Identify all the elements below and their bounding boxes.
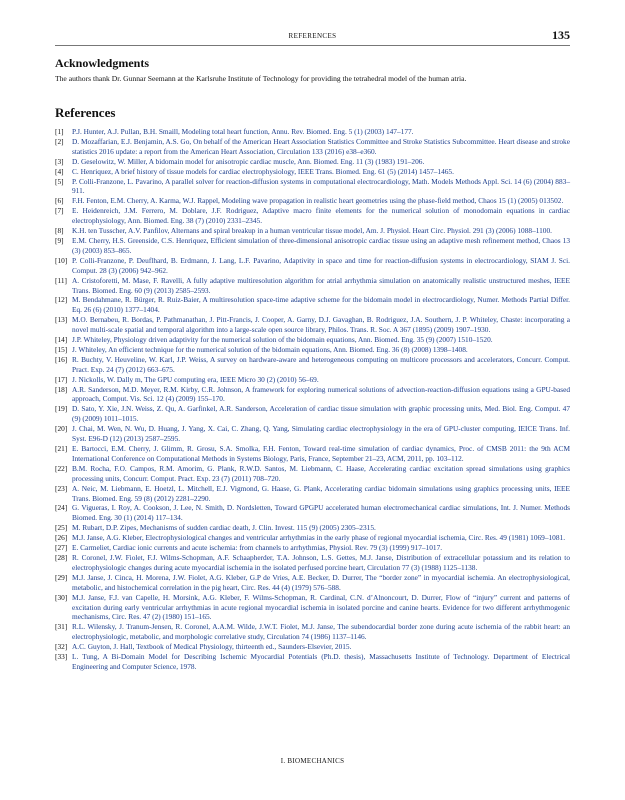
reference-link[interactable]: E. Bartocci, E.M. Cherry, J. Glimm, R. Grosu, S.A. Smolka, F.H. Fenton, Toward real-time simulation of cardiac dynamics, Proc. of CMSB 2011: the 9th ACM International Conference on Computational Methods in Systems Biology, Paris, France, September 21–23, ACM, 2011, pp. 103–112.	[72, 444, 570, 463]
reference-item	[55, 593, 570, 623]
reference-link[interactable]: M.J. Janse, F.J. van Capelle, H. Morsink, A.G. Kleber, F. Wilms-Schopman, R. Cardinal, C.N. d’Alnoncourt, D. Durrer, Flow of “injury” current and patterns of excitation during early ventricular arrhythmias in acute regional myocardial ischemia in isolated porcine and canine hearts. Evidence for two different arrhythmogenic mechanisms, Circ. Res. 47 (2) (1980) 151–165.	[72, 592, 570, 622]
reference-number: [11]	[55, 275, 67, 285]
acknowledgments-heading: Acknowledgments	[55, 56, 150, 70]
reference-link[interactable]: P. Colli-Franzone, P. Deuflhard, B. Erdmann, J. Lang, L.F. Pavarino, Adaptivity in space and time for reaction-diffusion systems in electrocardiology, SIAM J. Sci. Comput. 28 (3) (2006) 942–962.	[72, 255, 570, 275]
reference-link[interactable]: J. Whiteley, An efficient technique for the numerical solution of the bidomain equations, Ann. Biomed. Eng. 36 (8) (2008) 1398–1408.	[72, 344, 468, 354]
reference-link[interactable]: E. Carmeliet, Cardiac ionic currents and acute ischemia: from channels to arrhythmias, Physiol. Rev. 79 (3) (1999) 917–1017.	[72, 543, 443, 553]
reference-item	[55, 543, 570, 553]
reference-item	[55, 622, 570, 642]
reference-link[interactable]: R. Buchty, V. Heuveline, W. Karl, J.P. Weiss, A survey on hardware-aware and heterogeneous computing on multicore processors and accelerators, Concurr. Comput. Pract. Exp. 24 (7) (2012) 663–675.	[72, 354, 570, 374]
reference-number: [20]	[55, 424, 68, 434]
reference-link[interactable]: A. Cristoforetti, M. Mase, F. Ravelli, A fully adaptive multiresolution algorithm for atrial arrhythmia simulation on anatomically realistic unstructured meshes, IEEE Trans. Biomed. Eng. 60 (9) (2013) 2585–2593.	[72, 275, 570, 295]
reference-item	[55, 167, 570, 177]
reference-item	[55, 345, 570, 355]
reference-number: [8]	[55, 226, 64, 236]
reference-item	[55, 127, 570, 137]
reference-link[interactable]: P.J. Hunter, A.J. Pullan, B.H. Smaill, Modeling total heart function, Annu. Rev. Biomed. Eng. 5 (1) (2003) 147–177.	[72, 127, 414, 136]
reference-number: [23]	[55, 483, 68, 493]
reference-item	[55, 157, 570, 167]
reference-link[interactable]: M.J. Janse, A.G. Kleber, Electrophysiological changes and ventricular arrhythmias in the early phase of regional myocardial ischemia, Circ. Res. 49 (1981) 1069–1081.	[72, 533, 566, 543]
reference-link[interactable]: M. Bendahmane, R. Bürger, R. Ruiz-Baier, A multiresolution space-time adaptive scheme for the bidomain model in electrocardiology, Numer. Methods Partial Differ. Eq. 26 (6) (2010) 1377–1404.	[72, 295, 570, 315]
reference-number: [31]	[55, 622, 68, 632]
reference-link[interactable]: B.M. Rocha, F.O. Campos, R.M. Amorim, G. Plank, R.W.D. Santos, M. Liebmann, C. Haase, Accelerating cardiac excitation spread simulations using graphics processing units, Concurr. Comput. Pract. Exp. 23 (7) (2011) 708–720.	[72, 463, 570, 483]
reference-item	[55, 553, 570, 573]
reference-link[interactable]: M. Rubart, D.P. Zipes, Mechanisms of sudden cardiac death, J. Clin. Invest. 115 (9) (2005) 2305–2315.	[72, 523, 376, 533]
reference-link[interactable]: M.O. Bernabeu, R. Bordas, P. Pathmanathan, J. Pitt-Francis, J. Cooper, A. Garny, D.J. Gavaghan, B. Rodriguez, J.A. Southern, J. P. Whiteley, Chaste: incorporating a novel multi-scale spatial and temporal algorithm into a large-scale open source library, Philos. Trans. R. Soc. A 367 (1895) (2009) 1907–1930.	[72, 315, 570, 335]
reference-number: [2]	[55, 136, 64, 146]
reference-number: [4]	[55, 166, 64, 176]
reference-number: [27]	[55, 543, 68, 553]
reference-item	[55, 385, 570, 405]
references-heading: References	[55, 105, 116, 120]
reference-number: [12]	[55, 295, 68, 305]
reference-link[interactable]: D. Sato, Y. Xie, J.N. Weiss, Z. Qu, A. Garfinkel, A.R. Sanderson, Acceleration of cardiac tissue simulation with graphic processing units, Med. Biol. Eng. Comput. 47 (9) (2009) 1011–1015.	[72, 404, 570, 424]
reference-item	[55, 652, 570, 672]
reference-item	[55, 375, 570, 385]
reference-number: [14]	[55, 335, 68, 345]
reference-number: [5]	[55, 176, 64, 186]
reference-number: [19]	[55, 404, 68, 414]
reference-link[interactable]: D. Mozaffarian, E.J. Benjamin, A.S. Go, On behalf of the American Heart Association Statistics Committee and Stroke Statistics Subcommittee. Heart disease and stroke statistics 2016 update: a report from the American Heart Association, Circulation 133 (2016) e38–e360.	[72, 136, 570, 156]
reference-item	[55, 276, 570, 296]
reference-number: [3]	[55, 156, 64, 166]
reference-number: [6]	[55, 196, 64, 206]
reference-link[interactable]: J. Chai, M. Wen, N. Wu, D. Huang, J. Yang, X. Cai, C. Zhang, Q. Yang, Simulating cardiac electrophysiology in the era of GPU-cluster computing, IEICE Trans. Inf. Syst. E96-D (12) (2013) 2587–2595.	[72, 424, 570, 444]
reference-item	[55, 206, 570, 226]
reference-item	[55, 355, 570, 375]
reference-link[interactable]: J.P. Whiteley, Physiology driven adaptivity for the numerical solution of the bidomain equations, Ann. Biomed. Eng. 35 (9) (2007) 1510–1520.	[72, 335, 493, 345]
reference-item	[55, 236, 570, 256]
reference-number: [22]	[55, 463, 68, 473]
reference-number: [15]	[55, 344, 68, 354]
reference-number: [16]	[55, 354, 68, 364]
reference-number: [33]	[55, 652, 68, 662]
reference-number: [30]	[55, 592, 68, 602]
reference-link[interactable]: M.J. Janse, J. Cinca, H. Morena, J.W. Fiolet, A.G. Kleber, G.P de Vries, A.E. Becker, D. Durrer, The “border zone” in myocardial ischemia. An electrophysiological, metabolic, and histochemical correlation in the pig heart, Circ. Res. 44 (4) (1979) 576–588.	[72, 572, 570, 592]
reference-item	[55, 642, 570, 652]
reference-number: [9]	[55, 235, 64, 245]
reference-item	[55, 226, 570, 236]
footer-section-name: I. BIOMECHANICS	[280, 757, 345, 765]
reference-item	[55, 335, 570, 345]
reference-number: [17]	[55, 374, 68, 384]
reference-item	[55, 177, 570, 197]
reference-item	[55, 424, 570, 444]
reference-item	[55, 464, 570, 484]
reference-link[interactable]: C. Henriquez, A brief history of tissue models for cardiac electrophysiology, IEEE Trans. Biomed. Eng. 61 (5) (2014) 1457–1465.	[72, 166, 454, 176]
reference-item	[55, 503, 570, 523]
reference-number: [18]	[55, 384, 68, 394]
page-number: 135	[552, 28, 570, 42]
reference-item	[55, 137, 570, 157]
reference-number: [1]	[55, 127, 64, 136]
reference-number: [7]	[55, 206, 64, 216]
reference-number: [13]	[55, 315, 68, 325]
reference-item	[55, 533, 570, 543]
reference-link[interactable]: E. Heidenreich, J.M. Ferrero, M. Doblare, J.F. Rodriguez, Adaptive macro finite elements for the numerical solution of monodomain equations in cardiac electrophysiology, Ann. Biomed. Eng. 38 (7) (2010) 2331–2345.	[72, 206, 570, 226]
reference-link[interactable]: K.H. ten Tusscher, A.V. Panfilov, Alternans and spiral breakup in a human ventricular tissue model, Am. J. Physiol. Heart Circ. Physiol. 291 (3) (2006) 1088–1100.	[72, 226, 552, 236]
reference-link[interactable]: L. Tung, A Bi-Domain Model for Describing Ischemic Myocardial Potentials (Ph.D. thesis), Massachusetts Institute of Technology. Department of Electrical Engineering and Computer Science, 1978.	[72, 652, 570, 671]
reference-item	[55, 196, 570, 206]
reference-link[interactable]: A.R. Sanderson, M.D. Meyer, R.M. Kirby, C.R. Johnson, A framework for exploring numerical solutions of advection-reaction-diffusion equations using a GPU-based approach, Comput. Vis. Sci. 12 (4) (2009) 155–170.	[72, 384, 570, 404]
reference-list	[55, 127, 570, 672]
reference-link[interactable]: P. Colli-Franzone, L. Pavarino, A parallel solver for reaction-diffusion systems in computational electrocardiology, Math. Models Methods Appl. Sci. 14 (6) (2004) 883–911.	[72, 176, 570, 196]
reference-item	[55, 484, 570, 504]
reference-item	[55, 295, 570, 315]
reference-link[interactable]: A. Neic, M. Liebmann, E. Hoetzl, L. Mitchell, E.J. Vigmond, G. Haase, G. Plank, Accelerating cardiac bidomain simulations using graphics processing units, IEEE Trans. Biomed. Eng. 59 (8) (2012) 2281–2290.	[72, 483, 570, 503]
running-head: REFERENCES	[288, 32, 337, 40]
reference-number: [29]	[55, 572, 68, 582]
header-rule	[55, 45, 570, 46]
reference-link[interactable]: G. Vigueras, I. Roy, A. Cookson, J. Lee, N. Smith, D. Nordsletten, Toward GPGPU accelerated human electromechanical cardiac simulations, Int. J. Numer. Methods Biomed. Eng. 30 (1) (2014) 117–134.	[72, 503, 570, 523]
reference-number: [32]	[55, 642, 68, 652]
reference-item	[55, 573, 570, 593]
reference-item	[55, 315, 570, 335]
reference-item	[55, 523, 570, 533]
reference-item	[55, 256, 570, 276]
reference-link[interactable]: E.M. Cherry, H.S. Greenside, C.S. Henriquez, Efficient simulation of three-dimensional anisotropic cardiac tissue using an adaptive mesh refinement method, Chaos 13 (3) (2003) 853–865.	[72, 235, 570, 255]
reference-link[interactable]: F.H. Fenton, E.M. Cherry, A. Karma, W.J. Rappel, Modeling wave propagation in realistic heart geometries using the phase-field method, Chaos 15 (1) (2005) 013502.	[72, 196, 564, 206]
reference-number: [28]	[55, 552, 68, 562]
reference-link[interactable]: J. Nickolls, W. Dally m, The GPU computing era, IEEE Micro 30 (2) (2010) 56–69.	[72, 374, 319, 384]
reference-number: [10]	[55, 255, 68, 265]
reference-number: [24]	[55, 503, 68, 513]
reference-link[interactable]: R. Coronel, J.W. Fiolet, F.J. Wilms-Schopman, A.F. Schaapherder, T.A. Johnson, L.S. Gettes, M.J. Janse, Distribution of extracellular potassium and its relation to electrophysiologic changes during acute myocardial ischemia in the isolated perfused porcine heart, Circulation 77 (3) (1988) 1125–1138.	[72, 552, 570, 572]
reference-number: [25]	[55, 523, 68, 533]
reference-number: [21]	[55, 444, 68, 453]
reference-item	[55, 404, 570, 424]
reference-link[interactable]: A.C. Guyton, J. Hall, Textbook of Medical Physiology, thirteenth ed., Saunders-Elsevier, 2015.	[72, 642, 352, 652]
acknowledgments-text: The authors thank Dr. Gunnar Seemann at the Karlsruhe Institute of Technology for providing the tetrahedral model of the human atria.	[55, 74, 467, 83]
reference-link[interactable]: D. Geselowitz, W. Miller, A bidomain model for anisotropic cardiac muscle, Ann. Biomed. Eng. 11 (3) (1983) 191–206.	[72, 156, 425, 166]
reference-link[interactable]: R.L. Wilensky, J. Tranum-Jensen, R. Coronel, A.A.M. Wilde, J.W.T. Fiolet, M.J. Janse, The subendocardial border zone during acute ischemia of the rabbit heart: an electrophysiologic, metabolic, and morphologic correlative study, Circulation 74 (1986) 1137–1146.	[72, 622, 570, 642]
reference-number: [26]	[55, 533, 68, 543]
reference-item	[55, 444, 570, 464]
